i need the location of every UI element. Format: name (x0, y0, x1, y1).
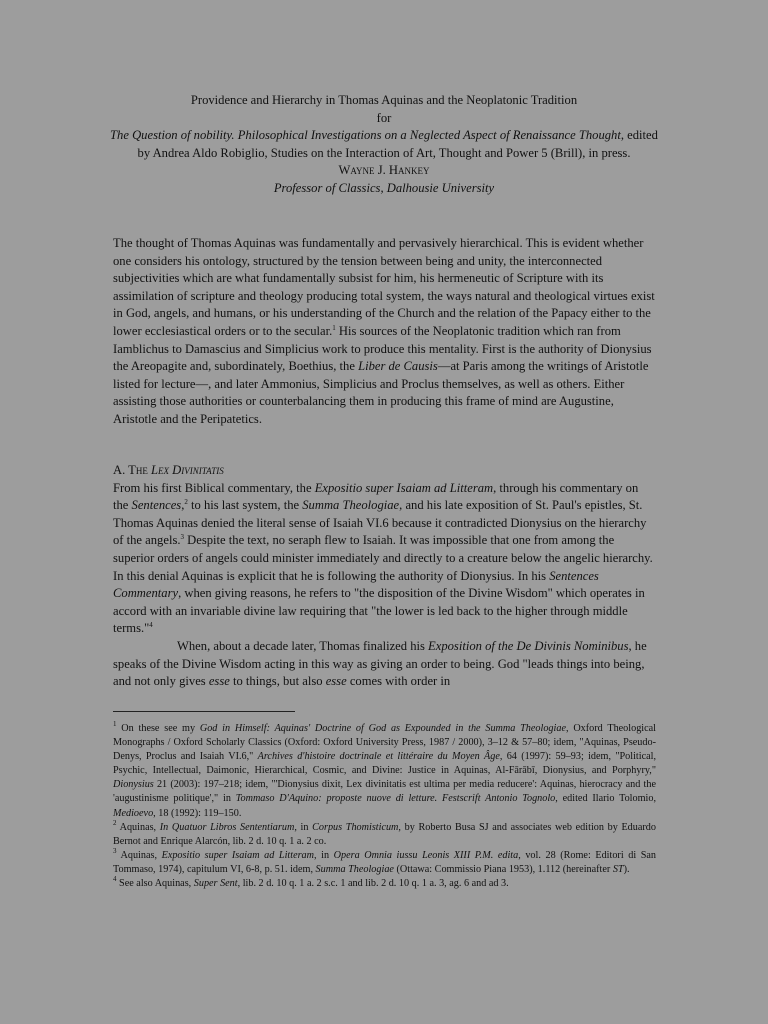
work-title: Archives d'histoire doctrinale et littéraire du Moyen Âge (257, 751, 500, 763)
liber-de-causis: Liber de Causis (358, 359, 438, 374)
footnote-3 (113, 846, 657, 877)
text-run: to things, but also (229, 674, 326, 689)
text-run: (Ottawa: Commissio Piana 1953), 1.112 (hereinafter (393, 863, 613, 875)
text-run: , by Roberto Busa SJ and associates web edition by Eduardo Bernot and Enrique Alarcón, lib. 2 d. 10 q. 1 a. 2 co. (113, 821, 656, 847)
book-reference (110, 127, 658, 162)
paragraph-text (113, 480, 656, 638)
for-line: for (376, 110, 392, 125)
text-run: Despite the text, no seraph flew to Isaiah. It was impossible that one from among the superior orders of angels could minister immediately and directly to a creature below the angelic hierarchy. In this denial Aquinas is explicit that he is following the authority of Dionysius. In his (113, 533, 653, 583)
intro-paragraph (113, 235, 656, 429)
work-title: Sentences (131, 498, 182, 513)
book-title: The Question of nobility. Philosophical Investigations on a Neglected Aspect of Renaissance Thought (110, 128, 621, 143)
section-a (113, 462, 656, 691)
text-run: , Oxford Theological Monographs / Oxford Scholarly Classics (Oxford: Oxford University Press, 1987 / 2000), 3–12 & 57–80; idem, "Aquinas, Pseudo-Denys, Proclus and Isaiah VI.6," (113, 723, 656, 763)
affiliation-text: Professor of Classics, Dalhousie University (273, 180, 495, 195)
text-run: , vol. 28 (Rome: Editori di San Tommaso, 1974), capitulum VI, 6-8, p. 51. idem, (113, 849, 657, 875)
paragraph-text (113, 638, 656, 691)
footnote-ref-4[interactable]: 4 (149, 621, 153, 630)
work-title: In Quatuor Libros Sententiarum (159, 821, 295, 833)
text-run: , and his late exposition of St. Paul's epistles, St. Thomas Aquinas denied the literal sense of Isaiah VI.6 because it contradicted Dionysius on the hierarchy of the angels. (113, 498, 647, 548)
footnote-number: 3 (113, 846, 117, 855)
work-title: Opera Omnia iussu Leonis XIII P.M. edita (333, 849, 519, 861)
work-title: Dionysius (113, 779, 154, 791)
footnote-number: 1 (113, 720, 117, 728)
footnotes (113, 722, 656, 891)
footnote-number: 2 (113, 818, 117, 827)
work-title: Exposition of the De Divinis Nominibus (428, 638, 629, 653)
section-title: Lex Divinitatis (151, 463, 224, 477)
text-run: , in (294, 821, 313, 833)
text-run: ). (623, 863, 630, 875)
work-title: Medioevo (113, 807, 154, 819)
text-run: The thought of Thomas Aquinas was fundamentally and pervasively hierarchical. This is evident whether one considers his ontology, structured by the tension between being and unity, the interconnected subjectivities which are what fundamentally subsist for him, his hermeneutic of Scripture with its assimilation of scripture and theology producing total system, the ways natural and theological virtues exist in God, angels, and humans, or his understanding of the Church and the relation of the Papacy either to the lower ecclesiastical orders or to the secular. (113, 236, 655, 338)
text-run: From his first Biblical commentary, the (113, 480, 315, 495)
text-run: When, about a decade later, Thomas finalized his (177, 638, 429, 653)
text-run: , when giving reasons, he refers to "the disposition of the Divine Wisdom" which operates in accord with an invariable divine law requiring that "the lower is led back to the higher through middle terms." (113, 586, 645, 636)
footnote-ref-1[interactable]: 1 (332, 323, 336, 332)
text-run: On these see my (116, 723, 200, 734)
footnote-separator (113, 711, 295, 712)
footnote-2 (113, 818, 656, 849)
author-affiliation (110, 180, 658, 198)
text-run: , through his commentary on the (113, 480, 639, 513)
text-run: Aquinas, (116, 821, 160, 833)
text-run: , lib. 2 d. 10 q. 1 a. 2 s.c. 1 and lib. 2 d. 10 q. 1 a. 3, ag. 6 and ad 3. (237, 878, 509, 890)
author-name: Wayne J. Hankey (338, 163, 430, 178)
text-run: comes with order in (346, 674, 451, 689)
work-title: Expositio super Isaiam ad Litteram (161, 849, 315, 861)
text-run: See also Aquinas, (116, 878, 194, 890)
text-run: , 18 (1992): 119–150. (153, 807, 242, 819)
text-run: , (181, 498, 185, 513)
work-title: God in Himself: Aquinas' Doctrine of God as Expounded in the Summa Theologiae (199, 723, 566, 734)
work-title: Summa Theologiae (302, 498, 400, 513)
footnote-1 (113, 722, 656, 821)
paper-title: Providence and Hierarchy in Thomas Aquinas and the Neoplatonic Tradition (190, 93, 578, 107)
work-title: Summa Theologiae (315, 863, 394, 875)
text-run: Aquinas, (116, 849, 162, 861)
text-run: 21 (2003): 197–218; idem, "'Dionysius dixit, Lex divinitatis est ultima per media reducere': Aquinas, hierocracy and the 'augustinisme politique'," in (113, 779, 656, 805)
text-run: , he speaks of the Divine Wisdom acting in this way as giving an order to being. God "leads things into being, and not only gives (113, 638, 647, 689)
text-run: , 64 (1997): 59–93; idem, "Political, Psychic, Intellectual, Daimonic, Hierarchical, Cosmic, and Divine: Justice in Aquinas, Al-Fārābī, Dionysius, and Porphyry," (113, 751, 656, 777)
latin-term: esse (208, 674, 230, 689)
footnote-ref-3[interactable]: 3 (180, 533, 184, 542)
footnote-ref-2[interactable]: 2 (184, 498, 188, 507)
paragraph-text (113, 235, 656, 429)
text-run: , in (314, 849, 334, 861)
footnote-number: 4 (113, 875, 117, 884)
section-prefix: A. The (113, 463, 152, 477)
work-title: Tommaso D'Aquino: proposte nuove di letture. Festscrift Antonio Tognolo (235, 793, 556, 805)
book-details: , edited by Andrea Aldo Robiglio, Studies on the Interaction of Art, Thought and Power 5 (Brill), in press. (137, 128, 658, 160)
latin-term: esse (325, 674, 347, 689)
work-title: Super Sent (193, 878, 238, 890)
work-title: Expositio super Isaiam ad Litteram (314, 480, 494, 495)
work-title: Corpus Thomisticum (312, 821, 399, 833)
text-run: to his last system, the (187, 498, 303, 513)
text-run: —at Paris among the writings of Aristotle listed for lecture—, and later Ammonius, Simplicius and Proclus themselves, as well as others. Either assisting those authorities or counterbalancing them in producing this frame of mind are Augustine, Aristotle and the Peripatetics. (113, 359, 649, 426)
document-header (110, 92, 658, 198)
text-run: , edited Ilario Tolomio, (555, 793, 656, 805)
work-title: Sentences Commentary (113, 568, 599, 601)
text-run: His sources of the Neoplatonic tradition which ran from Iamblichus to Damascius and Simplicius work to produce this mentality. First is the authority of Dionysius the Areopagite and, subordinately, Boethius, the (113, 323, 652, 374)
work-title: ST (612, 863, 624, 875)
section-heading (113, 462, 656, 480)
footnote-4 (113, 877, 656, 891)
